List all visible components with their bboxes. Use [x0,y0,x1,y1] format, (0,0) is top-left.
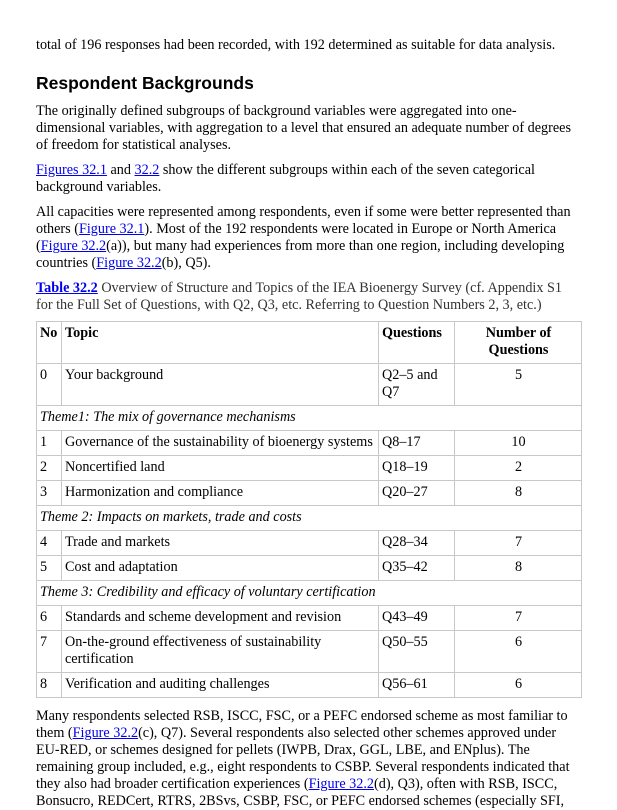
intro-line: total of 196 responses had been recorded, with 192 determined as suitable for data analysis. [36,37,556,53]
paragraph-text: (c), Q7). Several respondents also selected other schemes approved under EU-RED, or schemes designed for pellets (IWPB, Drax, GGL, LBE, and ENplus). The remaining group included, e.g., eight respondents to CSBP. Several respondents indicated that they also had broader certification experiences ( [36,725,570,792]
table-row [37,556,582,581]
cell-count: 6 [455,631,582,673]
figure-link[interactable]: Figures 32.1 [36,162,107,178]
figure-link[interactable]: Figure 32.2 [308,776,375,792]
table-caption [36,280,581,314]
figure-link[interactable]: Figure 32.2 [96,255,162,271]
paragraph-text: show the different subgroups within each of the seven categorical background variables. [36,162,535,195]
paragraph-text: (a)), but many had experiences from more than one region, including developing countries ( [36,238,565,271]
paragraph-text: and [106,162,135,178]
table-label-link[interactable]: Table 32.2 [36,280,98,296]
theme-row [37,406,582,431]
paragraph-text: ). Most of the 192 respondents were located in Europe or North America ( [36,221,557,254]
header-number-of-questions: Number of Questions [455,322,582,364]
paragraph-text: Many respondents selected RSB, ISCC, FSC, or a PEFC endorsed scheme as most familiar to them ( [36,708,568,741]
cell-no: 0 [37,364,62,406]
table-row [37,531,582,556]
cell-no: 1 [37,431,62,456]
cell-no: 5 [37,556,62,581]
cell-questions: Q28–34 [379,531,455,556]
table-row [37,431,582,456]
cell-no: 2 [37,456,62,481]
cell-topic: Cost and adaptation [62,556,379,581]
cell-count: 6 [455,673,582,698]
paragraph-4 [36,708,581,810]
cell-questions: Q8–17 [379,431,455,456]
paragraph-text: All capacities were represented among respondents, even if some were better represented than others ( [36,204,571,237]
cell-questions: Q2–5 and Q7 [379,364,455,406]
theme-title: Theme 3: Credibility and efficacy of voluntary certification [37,581,582,606]
table-header-row [37,322,582,364]
cell-count: 8 [455,481,582,506]
table-row [37,606,582,631]
cell-topic: Trade and markets [62,531,379,556]
cell-no: 7 [37,631,62,673]
paragraph-3 [36,204,581,272]
paragraph-text: (b), Q5). [161,255,211,271]
cell-count: 7 [455,606,582,631]
cell-count: 2 [455,456,582,481]
cell-topic: Governance of the sustainability of bioenergy systems [62,431,379,456]
header-no: No [37,322,62,364]
cell-no: 6 [37,606,62,631]
cell-count: 5 [455,364,582,406]
paragraph-1: The originally defined subgroups of background variables were aggregated into one-dimensional variables, with aggregation to a level that ensured an adequate number of degrees of freedom for statistical analyses. [36,103,571,153]
paragraph-2 [36,162,581,196]
cell-questions: Q18–19 [379,456,455,481]
table-row [37,631,582,673]
header-topic: Topic [62,322,379,364]
survey-structure-table [36,321,582,698]
header-questions: Questions [379,322,455,364]
document-page [36,0,581,810]
table-row [37,364,582,406]
cell-questions: Q35–42 [379,556,455,581]
section-heading: Respondent Backgrounds [36,73,254,93]
cell-count: 7 [455,531,582,556]
table-caption-text: Overview of Structure and Topics of the IEA Bioenergy Survey (cf. Appendix S1 for the Full Set of Questions, with Q2, Q3, etc. Referring to Question Numbers 2, 3, etc.) [36,280,562,313]
theme-row [37,581,582,606]
table-row [37,456,582,481]
cell-questions: Q43–49 [379,606,455,631]
figure-link[interactable]: 32.2 [134,162,160,178]
cell-topic: Noncertified land [62,456,379,481]
figure-link[interactable]: Figure 32.2 [40,238,107,254]
cell-no: 3 [37,481,62,506]
table-row [37,481,582,506]
table-row [37,673,582,698]
cell-topic: Your background [62,364,379,406]
cell-topic: Verification and auditing challenges [62,673,379,698]
cell-no: 4 [37,531,62,556]
cell-questions: Q50–55 [379,631,455,673]
figure-link[interactable]: Figure 32.2 [72,725,139,741]
paragraph-text: (d), Q3), often with RSB, ISCC, Bonsucro, REDCert, RTRS, 2BSvs, CSBP, FSC, or PEFC endorsed schemes (especially SFI, [36,776,565,809]
cell-no: 8 [37,673,62,698]
theme-title: Theme1: The mix of governance mechanisms [37,406,582,431]
cell-topic: On-the-ground effectiveness of sustainability certification [62,631,379,673]
cell-count: 10 [455,431,582,456]
cell-questions: Q56–61 [379,673,455,698]
cell-questions: Q20–27 [379,481,455,506]
cell-topic: Harmonization and compliance [62,481,379,506]
cell-topic: Standards and scheme development and revision [62,606,379,631]
theme-row [37,506,582,531]
cell-count: 8 [455,556,582,581]
figure-link[interactable]: Figure 32.1 [78,221,145,237]
theme-title: Theme 2: Impacts on markets, trade and costs [37,506,582,531]
